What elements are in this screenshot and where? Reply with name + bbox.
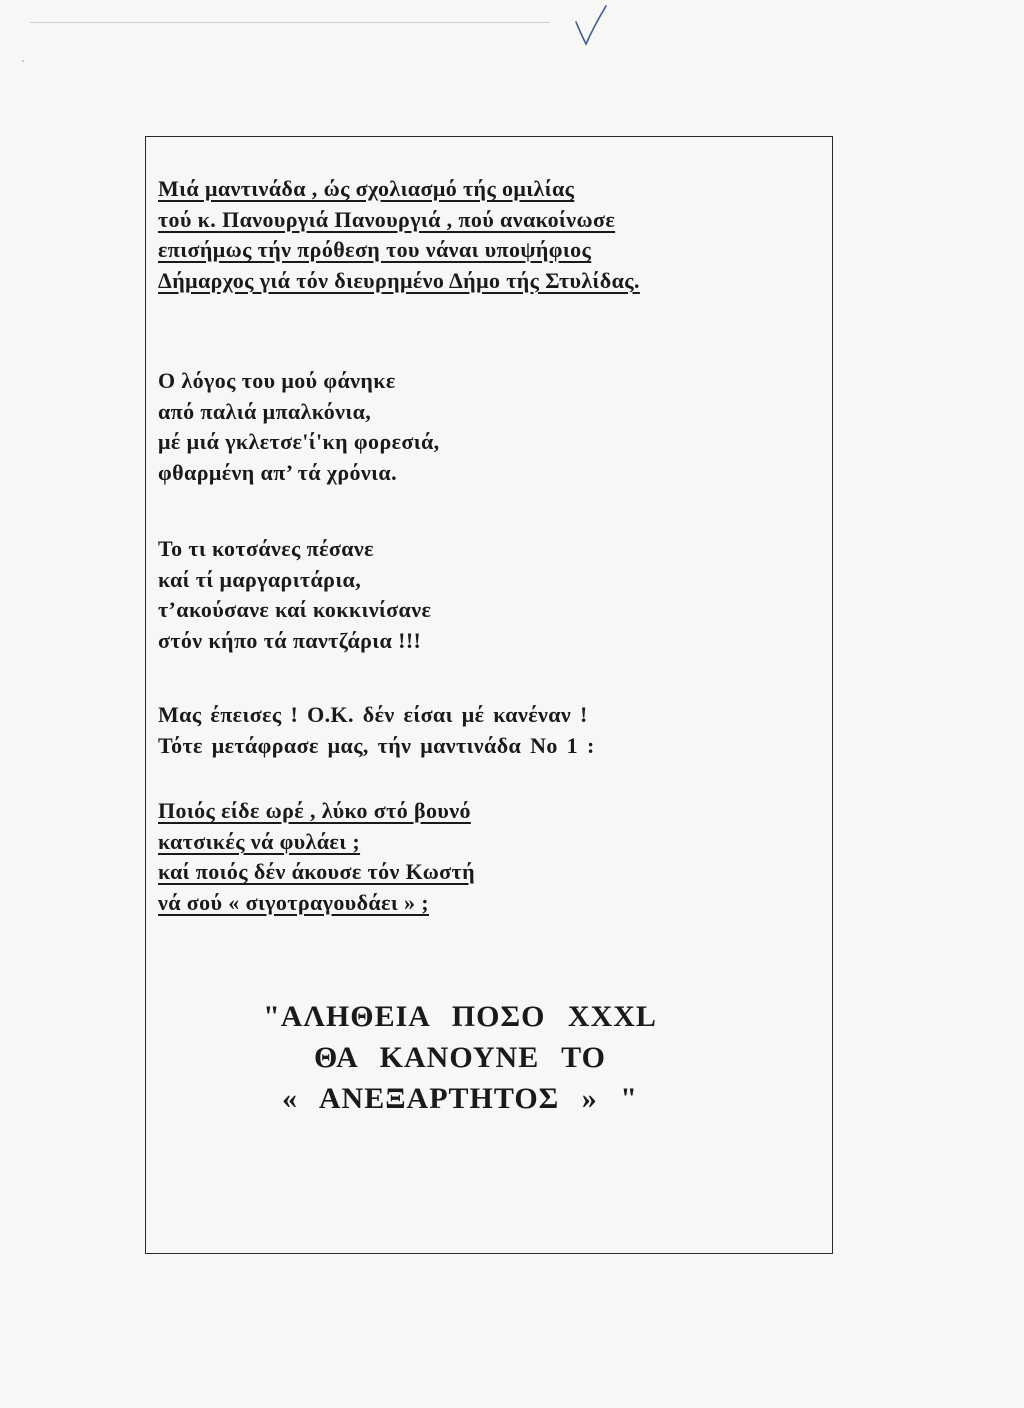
verse-line: Ο λόγος του μού φάνηκε	[158, 368, 396, 393]
stanza-two	[158, 534, 431, 656]
question-paragraph	[158, 700, 595, 761]
mantinada-line: καί ποιός δέν άκουσε τόν Κωστή	[158, 859, 475, 884]
intro-paragraph	[158, 174, 640, 296]
verse-line: καί τί μαργαριτάρια,	[158, 566, 362, 592]
intro-line: τού κ. Πανουργιά Πανουργιά , πού ανακοίνωσε	[158, 206, 616, 232]
headline-line: « ΑΝΕΞΑΡΤΗΤΟΣ » "	[282, 1082, 638, 1115]
scan-speck	[22, 60, 24, 62]
intro-line: επισήμως τήν πρόθεση του νάναι υποψήφιος	[158, 237, 592, 262]
mantinada-verse	[158, 796, 475, 918]
mantinada-line: Ποιός είδε ωρέ , λύκο στό βουνό	[158, 798, 471, 823]
mantinada-line: νά σού « σιγοτραγουδάει » ;	[158, 889, 430, 915]
question-line: Μας έπεισες ! Ο.Κ. δέν είσαι μέ κανέναν !	[158, 702, 588, 727]
headline-line: ΘΑ ΚΑΝΟΥΝΕ ΤΟ	[314, 1041, 606, 1074]
question-line: Τότε μετάφρασε μας, τήν μαντινάδα Νο 1 :	[158, 732, 595, 758]
intro-line: Δήμαρχος γιά τόν διευρημένο Δήμο τής Στυλίδας.	[158, 267, 640, 293]
scan-top-rule	[30, 22, 550, 23]
stanza-one	[158, 366, 440, 488]
headline	[160, 996, 760, 1119]
handwritten-check-mark	[572, 4, 612, 48]
intro-line: Μιά μαντινάδα , ώς σχολιασμό τής ομιλίας	[158, 176, 575, 201]
verse-line: στόν κήπο τά παντζάρια !!!	[158, 627, 422, 653]
verse-line: Το τι κοτσάνες πέσανε	[158, 536, 374, 561]
verse-line: φθαρμένη απ’ τά χρόνια.	[158, 459, 397, 485]
mantinada-line: κατσικές νά φυλάει ;	[158, 828, 361, 854]
verse-line: μέ μιά γκλετσε'ί'κη φορεσιά,	[158, 429, 440, 454]
verse-line: από παλιά μπαλκόνια,	[158, 398, 372, 424]
verse-line: τ’ακούσανε καί κοκκινίσανε	[158, 597, 432, 622]
headline-line: "ΑΛΗΘΕΙΑ ΠΟΣΟ XXXL	[263, 1000, 657, 1033]
